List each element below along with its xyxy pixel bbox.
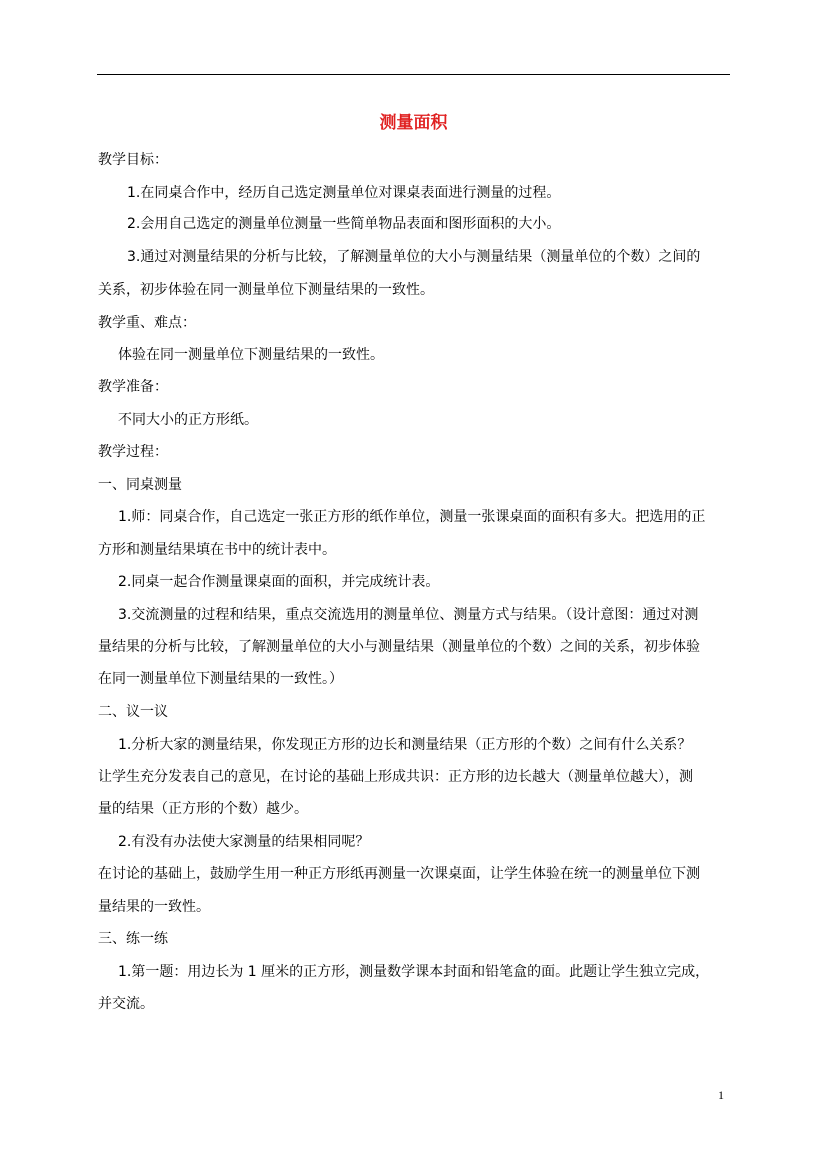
text-line: 1.在同桌合作中，经历自己选定测量单位对课桌表面进行测量的过程。 — [127, 185, 561, 201]
text-line: 关系，初步体验在同一测量单位下测量结果的一致性。 — [98, 282, 434, 298]
header-rule — [97, 74, 730, 75]
text-line: 1.第一题：用边长为 1 厘米的正方形，测量数学课本封面和铅笔盒的面。此题让学生独立完成， — [118, 964, 710, 980]
text-line: 教学准备： — [98, 379, 168, 395]
text-line: 三、练一练 — [98, 931, 168, 947]
document-title: 测量面积 — [379, 113, 448, 133]
text-line: 2.有没有办法使大家测量的结果相同呢？ — [118, 834, 370, 850]
text-line: 量的结果（正方形的个数）越少。 — [98, 801, 308, 817]
text-line: 教学过程： — [98, 444, 168, 460]
page-number: 1 — [718, 1088, 724, 1102]
text-line: 教学目标： — [98, 152, 168, 168]
text-line: 不同大小的正方形纸。 — [118, 412, 258, 428]
text-line: 让学生充分发表自己的意见，在讨论的基础上形成共识：正方形的边长越大（测量单位越大），测 — [98, 769, 693, 785]
text-line: 2.同桌一起合作测量课桌面的面积，并完成统计表。 — [118, 574, 440, 590]
text-line: 量结果的一致性。 — [98, 899, 210, 915]
text-line: 1.分析大家的测量结果，你发现正方形的边长和测量结果（正方形的个数）之间有什么关系？ — [118, 737, 692, 753]
text-line: 教学重、难点： — [98, 315, 196, 331]
text-line: 二、议一议 — [98, 704, 168, 720]
text-line: 1.师：同桌合作，自己选定一张正方形的纸作单位，测量一张课桌面的面积有多大。把选用的正 — [118, 509, 706, 525]
text-line: 2.会用自己选定的测量单位测量一些简单物品表面和图形面积的大小。 — [127, 216, 561, 232]
text-line: 3.通过对测量结果的分析与比较，了解测量单位的大小与测量结果（测量单位的个数）之间的 — [127, 249, 701, 265]
text-line: 一、同桌测量 — [98, 477, 182, 493]
text-line: 方形和测量结果填在书中的统计表中。 — [98, 542, 336, 558]
text-line: 并交流。 — [98, 996, 154, 1012]
text-line: 3.交流测量的过程和结果，重点交流选用的测量单位、测量方式与结果。（设计意图：通过对测 — [118, 607, 699, 623]
text-line: 在同一测量单位下测量结果的一致性。） — [98, 671, 343, 687]
text-line: 体验在同一测量单位下测量结果的一致性。 — [118, 347, 384, 363]
text-line: 在讨论的基础上，鼓励学生用一种正方形纸再测量一次课桌面，让学生体验在统一的测量单位下测 — [98, 866, 700, 882]
text-line: 量结果的分析与比较，了解测量单位的大小与测量结果（测量单位的个数）之间的关系，初步体验 — [98, 639, 700, 655]
